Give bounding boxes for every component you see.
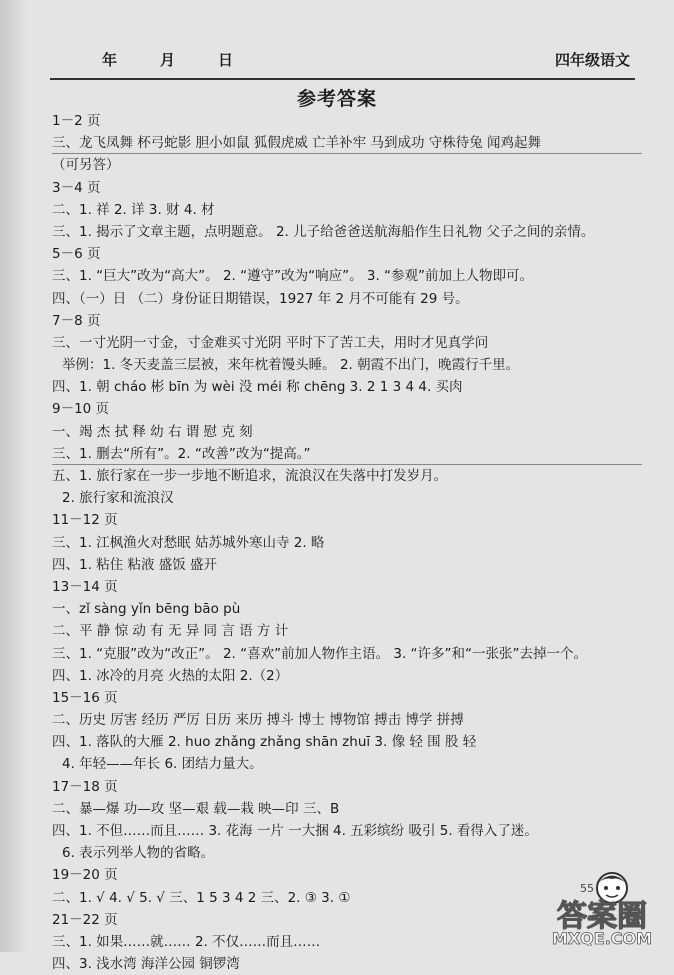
answer-line: 5－6 页 bbox=[52, 246, 101, 263]
answer-line: 1－2 页 bbox=[52, 113, 101, 129]
answer-line: 15－16 页 bbox=[52, 689, 118, 706]
answer-line: 四、1. 冰冷的月亮 火热的太阳 2.（2） bbox=[52, 667, 289, 684]
answer-line: 四、3. 浅水湾 海洋公园 铜锣湾 bbox=[52, 956, 240, 973]
answer-line: 3－4 页 bbox=[52, 179, 101, 196]
answer-line: 四、1. 朝 cháo 彬 bīn 为 wèi 没 méi 称 chēng 3. 2 1 3 4 4. 买肉 bbox=[52, 379, 463, 396]
watermark-text: 答案圈 bbox=[557, 899, 647, 934]
answer-line: 21－22 页 bbox=[52, 911, 118, 928]
answer-line: 7－8 页 bbox=[52, 312, 101, 329]
answer-line: 三、1. “克服”改为“改正”。 2. “喜欢”前加人物作主语。 3. “许多”和“一张张”去掉一个。 bbox=[52, 645, 588, 662]
header-day: 日 bbox=[218, 51, 234, 69]
answer-line: 四、1. 粘住 粘液 盛饭 盛开 bbox=[52, 556, 218, 573]
answer-line: 17－18 页 bbox=[52, 778, 118, 795]
page-header bbox=[55, 45, 630, 75]
answer-line: 二、平 静 惊 动 有 无 异 同 言 语 方 计 bbox=[52, 623, 289, 640]
answer-line: 13－14 页 bbox=[52, 578, 118, 595]
answer-line: 二、历史 厉害 经历 严厉 日历 来历 搏斗 博士 博物馆 搏击 博学 拼搏 bbox=[52, 712, 464, 729]
answer-line: 三、1. 删去“所有”。2. “改善”改为“提高。” bbox=[52, 443, 642, 465]
page-spine-shadow bbox=[0, 0, 28, 952]
watermark-page-number: 55 bbox=[580, 882, 594, 895]
answer-line: 四、1. 不但……而且…… 3. 花海 一片 一大捆 4. 五彩缤纷 吸引 5. 看得入了迷。 bbox=[52, 823, 538, 839]
answer-line: 二、1. 祥 2. 详 3. 财 4. 材 bbox=[52, 201, 215, 218]
answer-line: 一、竭 杰 拭 释 幼 右 谓 慰 克 刻 bbox=[52, 423, 253, 440]
answer-line: 4. 年轻——年长 6. 团结力量大。 bbox=[62, 756, 263, 773]
answer-line: 三、龙飞凤舞 杯弓蛇影 胆小如鼠 狐假虎威 亡羊补牢 马到成功 守株待兔 闻鸡起舞 bbox=[52, 132, 642, 154]
answer-line: 四、（一）日 （二）身份证日期错误，1927 年 2 月不可能有 29 号。 bbox=[52, 290, 469, 307]
answer-line: 19－20 页 bbox=[52, 867, 118, 884]
answer-line: 一、zǐ sàng yǐn bēng bāo pù bbox=[52, 601, 241, 618]
answer-line: 三、1. 江枫渔火对愁眠 姑苏城外寒山寺 2. 略 bbox=[52, 534, 325, 551]
answer-line: 举例：1. 冬天麦盖三层被，来年枕着馒头睡。 2. 朝霞不出门，晚霞行千里。 bbox=[62, 357, 520, 374]
answer-line: 二、暴—爆 功—攻 坚—艰 载—栽 映—印 三、B bbox=[52, 800, 340, 817]
answer-line: 五、1. 旅行家在一步一步地不断追求，流浪汉在失落中打发岁月。 bbox=[52, 468, 448, 484]
answer-line: 9－10 页 bbox=[52, 401, 110, 418]
answer-line: 三、1. 揭示了文章主题，点明题意。 2. 儿子给爸爸送航海船作生日礼物 父子之间的亲情。 bbox=[52, 223, 595, 240]
header-rule bbox=[50, 78, 635, 80]
answer-line: 三、1. 如果……就…… 2. 不仅……而且…… bbox=[52, 933, 321, 950]
answer-list bbox=[52, 110, 642, 975]
answer-line: 四、1. 落队的大雁 2. huo zhǎng zhǎng shān zhuī 3. 像 轻 围 股 轻 bbox=[52, 734, 477, 751]
answer-line: 三、一寸光阴一寸金，寸金难买寸光阴 平时下了苦工夫，用时才见真学问 bbox=[52, 334, 489, 351]
watermark-logo bbox=[540, 866, 665, 946]
watermark-url: MXQE.COM bbox=[551, 929, 653, 946]
answer-line: 6. 表示列举人物的省略。 bbox=[62, 845, 215, 862]
answer-line: 二、1. √ 4. √ 5. √ 三、1 5 3 4 2 三、2. ③ 3. ① bbox=[52, 889, 351, 906]
header-year: 年 bbox=[102, 51, 118, 69]
answer-line: 2. 旅行家和流浪汉 bbox=[62, 490, 174, 507]
answer-line: 三、1. “巨大”改为“高大”。 2. “遵守”改为“响应”。 3. “参观”前加上人物即可。 bbox=[52, 268, 534, 285]
answer-line: （可另答） bbox=[52, 157, 120, 174]
answer-line: 11－12 页 bbox=[52, 512, 118, 529]
header-month: 月 bbox=[160, 51, 176, 69]
page-title: 参考答案 bbox=[296, 88, 377, 110]
header-subject: 四年级语文 bbox=[554, 51, 630, 69]
